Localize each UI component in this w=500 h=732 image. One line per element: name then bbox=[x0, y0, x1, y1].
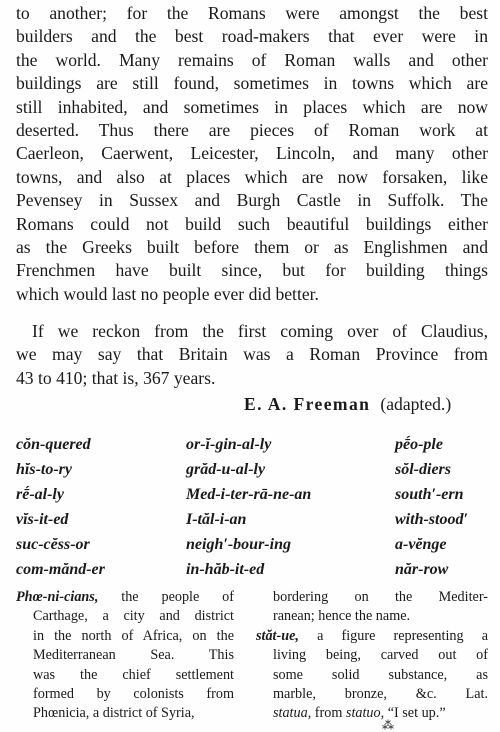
word: Med-i-ter-rā-ne-an bbox=[186, 486, 312, 503]
word: I-tăl-i-an bbox=[186, 511, 247, 528]
word: vĭs-it-ed bbox=[16, 511, 69, 528]
text-line: Romans could not build such beautiful buildings either bbox=[16, 213, 488, 234]
text-line: Frenchmen have built since, but for building things bbox=[16, 260, 488, 281]
text-line: Pevensey in Sussex and Burgh Castle in Suffolk. The bbox=[16, 190, 488, 211]
glossary-line bbox=[256, 627, 488, 646]
word: grăd-u-al-ly bbox=[186, 461, 266, 478]
glossary-column-right bbox=[256, 588, 488, 724]
glossary-line: was the chief settlement bbox=[33, 666, 234, 683]
glossary-column-left bbox=[16, 588, 234, 724]
text-line: which would last no people ever did better. bbox=[16, 283, 319, 304]
text-line: still inhabited, and sometimes in places which are now bbox=[16, 96, 488, 117]
text-line: we may say that Britain was a Roman Province from bbox=[16, 344, 488, 365]
text-line: deserted. Thus there are pieces of Roman work at bbox=[16, 120, 488, 141]
text-line: Caerleon, Caerwent, Leicester, Lincoln, and many other bbox=[16, 143, 488, 164]
word: in-hăb-it-ed bbox=[186, 561, 265, 578]
paragraph-roman-builders bbox=[16, 2, 488, 306]
word-row bbox=[16, 561, 488, 586]
word: com-mănd-er bbox=[16, 561, 105, 578]
glossary-term: Phœ-ni-cians, bbox=[16, 589, 99, 605]
text-line: as the Greeks built before them or as Englishmen and bbox=[16, 237, 488, 258]
text-line: buildings are still found, sometimes in towns which are bbox=[16, 73, 488, 94]
glossary-line: ranean; hence the name. bbox=[273, 608, 411, 625]
word-row bbox=[16, 461, 488, 486]
text-line: builders and the best road-makers that ever were in bbox=[16, 26, 488, 47]
word: a-vĕnge bbox=[395, 536, 447, 553]
word: năr-row bbox=[395, 561, 449, 578]
glossary-line: marble, bronze, &c. Lat. bbox=[273, 686, 488, 703]
text-line: to another; for the Romans were amongst the best bbox=[16, 3, 488, 23]
word-row bbox=[16, 536, 488, 561]
asterism-ornament: ⁂ bbox=[382, 718, 395, 732]
word: hĭs-to-ry bbox=[16, 461, 72, 478]
glossary-line: in the north of Africa, on the bbox=[33, 627, 234, 644]
text-line: 43 to 410; that is, 367 years. bbox=[16, 367, 216, 388]
author-name: E. A. Freeman bbox=[244, 394, 371, 414]
glossary-line: Carthage, a city and district bbox=[33, 608, 234, 625]
latin-word: statua bbox=[273, 705, 308, 722]
word: sŏl-diers bbox=[395, 461, 451, 478]
glossary-line: Mediterranean Sea. This bbox=[33, 647, 234, 664]
pronunciation-word-list bbox=[16, 436, 488, 586]
glossary-line: some solid substance, as bbox=[273, 666, 488, 683]
word: with-stood′ bbox=[395, 511, 468, 528]
glossary-text: the people of bbox=[98, 589, 234, 605]
author-attribution bbox=[244, 394, 451, 415]
word: rḗ-al-ly bbox=[16, 486, 64, 503]
glossary-text: , from bbox=[307, 705, 346, 722]
glossary-line: living being, carved out of bbox=[273, 647, 488, 664]
text-line: the world. Many remains of Roman walls and other bbox=[16, 49, 488, 70]
author-note: (adapted.) bbox=[380, 394, 452, 414]
glossary-line: bordering on the Mediter- bbox=[273, 589, 488, 605]
glossary-text: , “I set up.” bbox=[380, 705, 446, 722]
glossary-term: stăt-ue, bbox=[256, 627, 299, 644]
word: cŏn-quered bbox=[16, 436, 91, 453]
word: south′-ern bbox=[395, 486, 464, 503]
glossary-text: a figure representing a bbox=[298, 627, 488, 644]
glossary-line bbox=[256, 704, 488, 723]
glossary-line bbox=[16, 588, 234, 607]
word: or-ĭ-gin-al-ly bbox=[186, 436, 272, 453]
text-line: If we reckon from the first coming over of Claudius, bbox=[32, 321, 488, 341]
word-row bbox=[16, 511, 488, 536]
latin-word: statuo bbox=[345, 705, 381, 722]
word: suc-cĕss-or bbox=[16, 536, 90, 553]
word: neigh′-bour-ing bbox=[186, 536, 291, 553]
word-row bbox=[16, 486, 488, 511]
text-line: towns, and also at places which are now forsaken, like bbox=[16, 166, 488, 187]
glossary-line: Phœnicia, a district of Syria, bbox=[33, 705, 195, 722]
word-row bbox=[16, 436, 488, 461]
paragraph-roman-province bbox=[16, 320, 488, 390]
glossary-line: formed by colonists from bbox=[33, 686, 234, 703]
word: pḗo-ple bbox=[395, 436, 443, 453]
